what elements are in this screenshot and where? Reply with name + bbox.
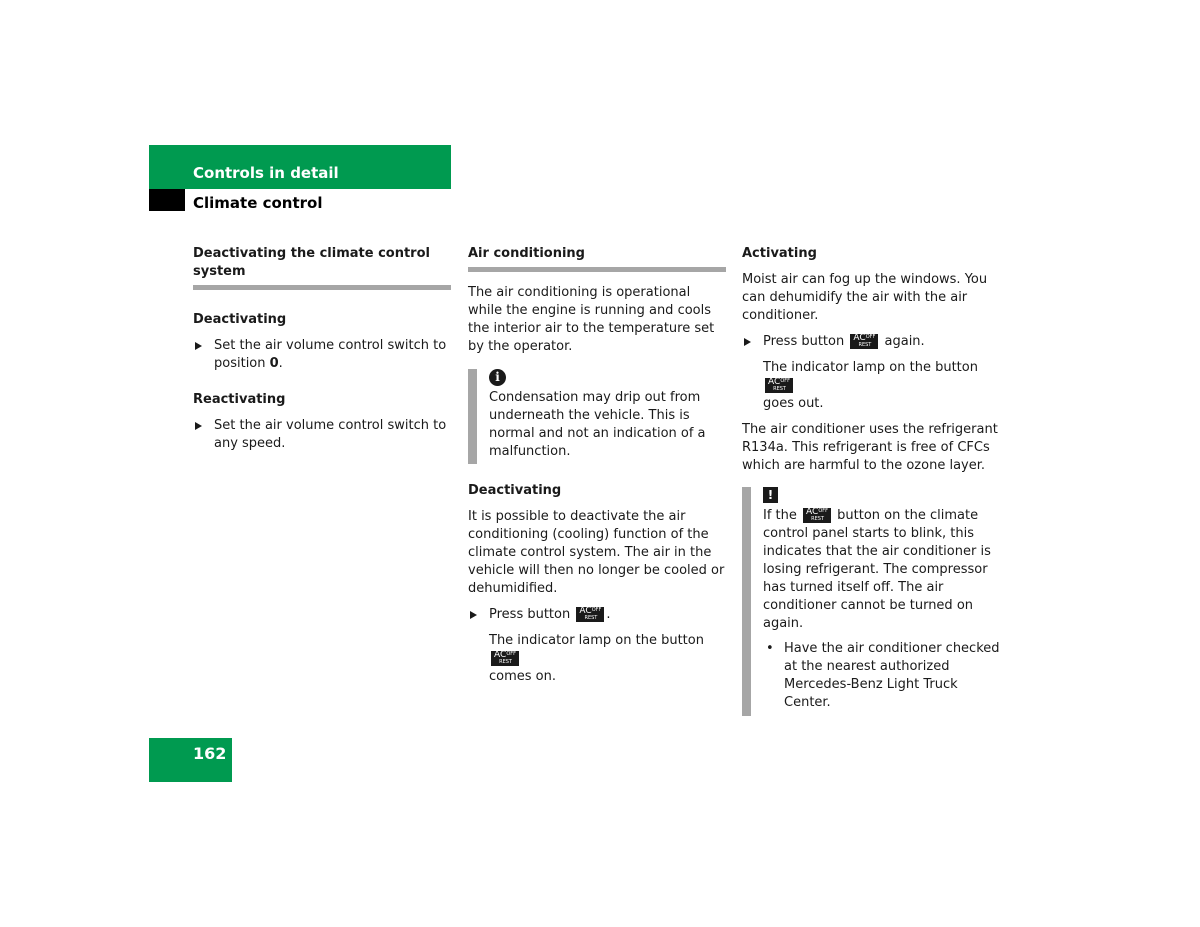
- page-number: 162: [193, 744, 227, 763]
- step-arrow-icon: [744, 338, 751, 346]
- section-tab-marker: [149, 189, 185, 211]
- refrigerant-text: The air conditioner uses the refrigerant R134a. This refrigerant is free of CFCs which are harmful to the ozone layer.: [742, 422, 998, 473]
- subsection-title: Climate control: [193, 194, 323, 212]
- bullet-dot-icon: •: [766, 641, 774, 656]
- warning-text: If the AC OFF REST button on the climate control panel starts to blink, this indicates that the air conditioner is losing refrigerant. The compressor has turned itself off. The air conditioner cannot be turned on again.: [763, 507, 991, 631]
- warning-icon: !: [763, 487, 778, 503]
- ac-off-button-icon: AC OFF REST: [803, 508, 831, 523]
- info-note-text: Condensation may drip out from underneath the vehicle. This is normal and not an indication of a malfunction.: [489, 390, 706, 459]
- column-deactivating-system: [193, 245, 451, 453]
- subheading-activating: Activating: [742, 246, 817, 261]
- heading-deactivating-system: Deactivating the climate control system: [193, 246, 430, 279]
- step-arrow-icon: [195, 422, 202, 430]
- step-result-lamp-out: The indicator lamp on the button AC OFF REST goes out.: [763, 360, 978, 411]
- column-air-conditioning: [468, 245, 726, 686]
- note-bar: [468, 369, 477, 464]
- step-result-ac-on: The indicator lamp on the button AC OFF REST comes on.: [489, 633, 704, 684]
- step-reactivating: Set the air volume control switch to any speed.: [193, 417, 451, 453]
- column-activating: [742, 245, 1002, 716]
- step-deactivating: Set the air volume control switch to position 0.: [193, 337, 451, 373]
- step-press-ac-button-again: Press button AC OFF REST again.: [742, 333, 1002, 351]
- subheading-reactivating: Reactivating: [193, 392, 286, 407]
- heading-rule: [468, 267, 726, 272]
- ac-off-button-icon: AC OFF REST: [850, 334, 878, 349]
- section-title: Controls in detail: [193, 164, 339, 182]
- subheading-deactivating-ac: Deactivating: [468, 483, 562, 498]
- ac-off-button-icon: AC OFF REST: [765, 378, 793, 393]
- info-note: [468, 369, 726, 464]
- heading-rule: [193, 285, 451, 290]
- warning-note: [742, 487, 1002, 716]
- step-press-ac-button: Press button AC OFF REST .: [468, 606, 726, 624]
- warning-bullet: • Have the air conditioner checked at the nearest authorized Mercedes-Benz Light Truck Center.: [766, 641, 1000, 710]
- ac-off-button-icon: AC OFF REST: [576, 607, 604, 622]
- deactivating-ac-text: It is possible to deactivate the air conditioning (cooling) function of the climate control system. The air in the vehicle will then no longer be cooled or dehumidified.: [468, 509, 725, 596]
- activating-intro: Moist air can fog up the windows. You can dehumidify the air with the air conditioner.: [742, 272, 988, 323]
- info-icon: i: [489, 369, 506, 386]
- heading-air-conditioning: Air conditioning: [468, 246, 585, 261]
- step-arrow-icon: [195, 342, 202, 350]
- subheading-deactivating: Deactivating: [193, 312, 287, 327]
- step-arrow-icon: [470, 611, 477, 619]
- note-bar: [742, 487, 751, 716]
- ac-off-button-icon: AC OFF REST: [491, 651, 519, 666]
- air-conditioning-intro: The air conditioning is operational while the engine is running and cools the interior air to the temperature set by the operator.: [468, 285, 715, 354]
